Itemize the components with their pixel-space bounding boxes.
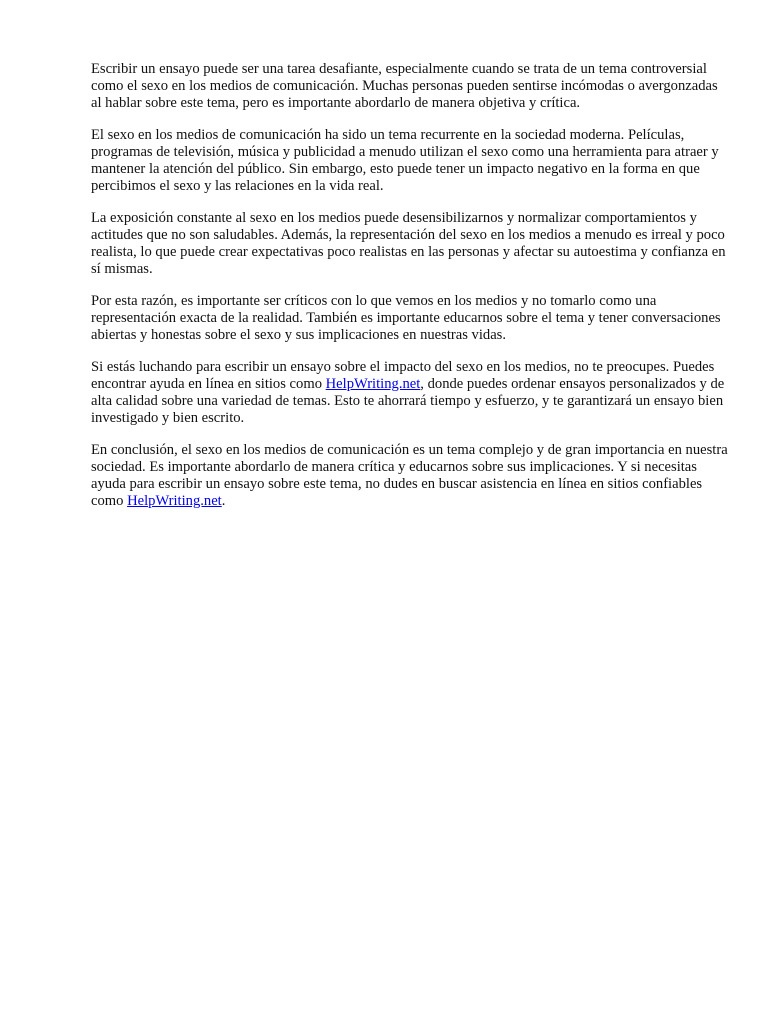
helpwriting-link[interactable]: HelpWriting.net — [325, 376, 421, 393]
paragraph-media-topic: El sexo en los medios de comunicación ha sido un tema recurrente en la sociedad moderna. Películas, programas de televisión, música y publicidad a menudo utilizan el sexo como una herramienta para atraer y mantener la atención del público. Sin embargo, esto puede tener un impacto negativo en la forma en que percibimos el sexo y las relaciones en la vida real. — [91, 127, 719, 194]
paragraph-help — [91, 359, 731, 426]
paragraph-intro: Escribir un ensayo puede ser una tarea desafiante, especialmente cuando se trata de un tema controversial como el sexo en los medios de comunicación. Muchas personas pueden sentirse incómodas o avergonzadas al hablar sobre este tema, pero es importante abordarlo de manera objetiva y crítica. — [91, 61, 718, 111]
paragraph-exposure: La exposición constante al sexo en los medios puede desensibilizarnos y normalizar comportamientos y actitudes que no son saludables. Además, la representación del sexo en los medios a menudo es irreal y poco realista, lo que puede crear expectativas poco realistas en las personas y afectar su autoestima y confianza en sí mismas. — [91, 210, 726, 277]
paragraph-conclusion-text-before: En conclusión, el sexo en los medios de comunicación es un tema complejo y de gran importancia en nuestra sociedad. Es importante abordarlo de manera crítica y educarnos sobre sus implicaciones. Y si necesitas ayuda para escribir un ensayo sobre este tema, no dudes en buscar asistencia en línea en sitios confiables como — [91, 442, 728, 509]
paragraph-critical: Por esta razón, es importante ser críticos con lo que vemos en los medios y no tomarlo como una representación exacta de la realidad. También es importante educarnos sobre el tema y tener conversaciones abiertas y honestas sobre el sexo y sus implicaciones en nuestras vidas. — [91, 293, 721, 343]
helpwriting-link-conclusion[interactable]: HelpWriting.net — [127, 492, 222, 509]
document-body — [91, 61, 731, 525]
paragraph-help-text-after: , donde puedes ordenar ensayos personalizados y de alta calidad sobre una variedad de temas. Esto te ahorrará tiempo y esfuerzo, y te garantizará un ensayo bien investigado y bien escrito. — [91, 376, 725, 426]
paragraph-conclusion-text-after: . — [221, 492, 226, 509]
paragraph-conclusion — [91, 442, 731, 509]
paragraph-help-text-before: Si estás luchando para escribir un ensayo sobre el impacto del sexo en los medios, no te preocupes. Puedes encontrar ayuda en línea en sitios como — [91, 359, 715, 393]
